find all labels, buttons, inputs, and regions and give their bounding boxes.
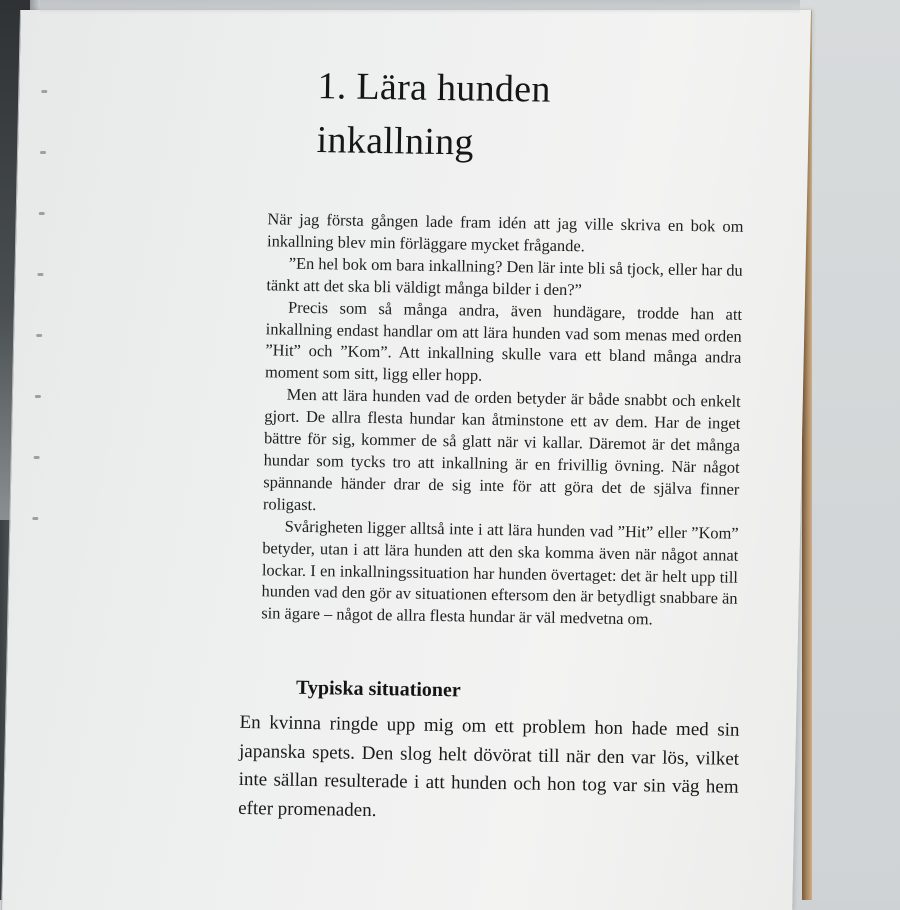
paragraph: Svårigheten ligger alltså inte i att lära hunden vad ”Hit” eller ”Kom” betyder, utan i att lära hunden att den ska komma även när något annat lockar. I en inkallningssituation har hunden övertaget: det är helt upp till hunden vad den gör av situationen eftersom den är betydligt snabbare än sin ägare – något de allra flesta hundar är väl medvetna om. <box>261 516 739 629</box>
section-heading: Typiska situationer <box>295 677 461 702</box>
page-top-shadow <box>40 0 800 14</box>
page-content <box>238 58 770 831</box>
intro-text <box>261 208 743 632</box>
section-paragraph: En kvinna ringde upp mig om ett problem hon hade med sin japanska spets. Den slog helt dövörat till när den var lös, vilket inte sällan resulterade i att hunden och hon tog var sin väg hem efter promenaden. <box>238 712 740 821</box>
binding-marks <box>30 90 52 650</box>
chapter-title <box>316 59 770 174</box>
chapter-title-line2: inkallning <box>316 119 475 164</box>
paragraph: ”En hel bok om bara inkallning? Den lär inte bli så tjock, eller har du tänkt att det ska bli väldigt många bilder i den?” <box>266 253 743 299</box>
paragraph: När jag första gången lade fram idén att jag ville skriva en bok om inkallning blev min förläggare mycket frågande. <box>266 209 744 256</box>
paragraph: Men att lära hunden vad de orden betyder är både snabbt och enkelt gjort. De allra flesta hundar kan åtminstone ett av dem. Har de inget bättre för sig, kommer de så glatt när vi kallar. Däremot är det många hundar som tycks tro att inkallning är en frivillig övning. När något spännande händer drar de sig inte för att göra det de själva finner roligast. <box>262 384 741 514</box>
chapter-title-line1: 1. Lära hunden <box>317 65 552 111</box>
paragraph: Precis som så många andra, även hundägare, trodde han att inkallning endast handlar om att lära hunden vad som menas med orden ”Hit” och ”Kom”. Att inkallning skulle vara ett bland många andra moment som sitt, ligg eller hopp. <box>264 297 743 386</box>
